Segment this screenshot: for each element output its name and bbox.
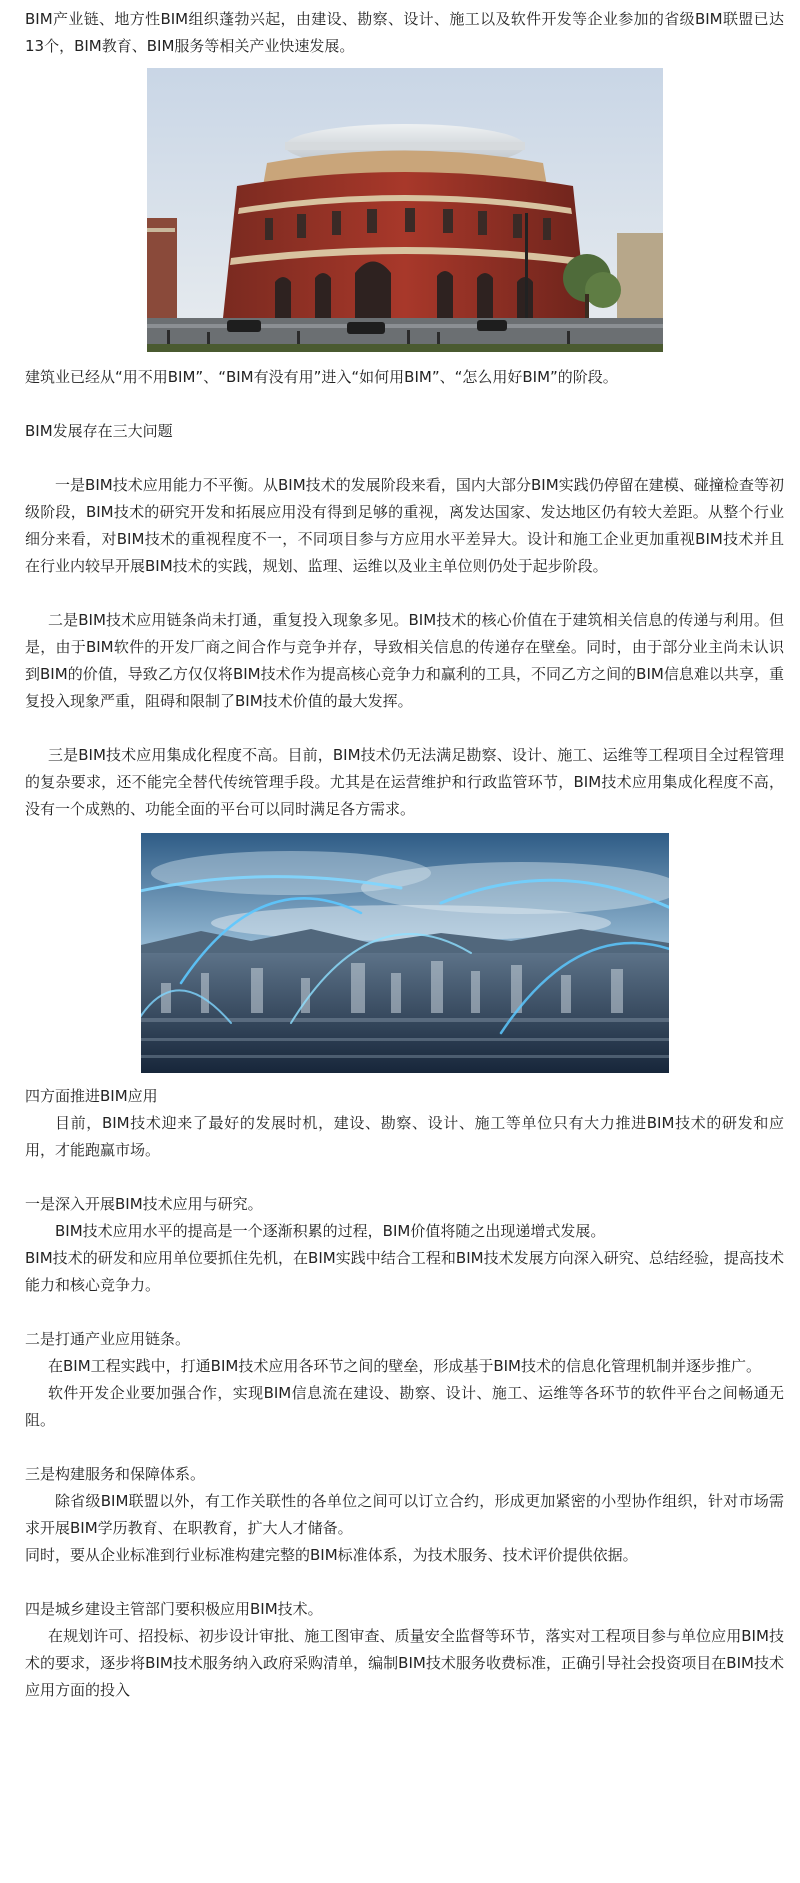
section-1-paragraph-2: BIM技术的研发和应用单位要抓住先机，在BIM实践中结合工程和BIM技术发展方向深入研究、总结经验，提高技术能力和核心竞争力。 [25, 1249, 784, 1294]
push-intro-paragraph: 目前，BIM技术迎来了最好的发展时机，建设、勘察、设计、施工等单位只有大力推进BIM技术的研发和应用，才能跑赢市场。 [25, 1114, 784, 1159]
section-4-paragraph-1: 在规划许可、招投标、初步设计审批、施工图审查、质量安全监督等环节，落实对工程项目参与单位应用BIM技术的要求，逐步将BIM技术服务纳入政府采购清单，编制BIM技术服务收费标准，正确引导社会投资项目在BIM技术应用方面的投入 [25, 1627, 784, 1699]
section-1-paragraph-1: BIM技术应用水平的提高是一个逐渐积累的过程，BIM价值将随之出现递增式发展。 [55, 1222, 606, 1240]
problem-3-paragraph: 三是BIM技术应用集成化程度不高。目前，BIM技术仍无法满足勘察、设计、施工、运维等工程项目全过程管理的复杂要求，还不能完全替代传统管理手段。尤其是在运营维护和行政监管环节，BIM技术应用集成化程度不高，没有一个成熟的、功能全面的平台可以同时满足各方需求。 [25, 746, 784, 818]
section-1-heading: 一是深入开展BIM技术应用与研究。 [25, 1195, 263, 1213]
push-heading: 四方面推进BIM应用 [25, 1087, 158, 1105]
section-3-heading: 三是构建服务和保障体系。 [25, 1465, 206, 1483]
section-3-paragraph-1: 除省级BIM联盟以外，有工作关联性的各单位之间可以订立合约，形成更加紧密的小型协作组织，针对市场需求开展BIM学历教育、在职教育，扩大人才储备。 [25, 1492, 784, 1537]
problem-1-paragraph: 一是BIM技术应用能力不平衡。从BIM技术的发展阶段来看，国内大部分BIM实践仍停留在建模、碰撞检查等初级阶段，BIM技术的研究开发和拓展应用没有得到足够的重视，离发达国家、发达地区仍有较大差距。从整个行业细分来看，对BIM技术的重视程度不一，不同项目参与方应用水平差异大。设计和施工企业更加重视BIM技术并且在行业内较早开展BIM技术的实践，规划、监理、运维以及业主单位则仍处于起步阶段。 [25, 476, 784, 575]
domed-hall-photo [147, 68, 663, 352]
domed-hall-illustration [147, 68, 663, 352]
section-2-paragraph-2: 软件开发企业要加强合作，实现BIM信息流在建设、勘察、设计、施工、运维等各环节的软件平台之间畅通无阻。 [25, 1384, 784, 1429]
city-network-photo [141, 833, 669, 1073]
section-3-paragraph-2: 同时，要从企业标准到行业标准构建完整的BIM标准体系，为技术服务、技术评价提供依据。 [25, 1546, 638, 1564]
section-2-heading: 二是打通产业应用链条。 [25, 1330, 191, 1348]
intro-paragraph: BIM产业链、地方性BIM组织蓬勃兴起，由建设、勘察、设计、施工以及软件开发等企业参加的省级BIM联盟已达13个，BIM教育、BIM服务等相关产业快速发展。 [25, 10, 784, 55]
stage-paragraph: 建筑业已经从“用不用BIM”、“BIM有没有用”进入“如何用BIM”、“怎么用好BIM”的阶段。 [25, 368, 618, 386]
city-network-illustration [141, 833, 669, 1073]
section-2-paragraph-1: 在BIM工程实践中，打通BIM技术应用各环节之间的壁垒，形成基于BIM技术的信息化管理机制并逐步推广。 [48, 1357, 761, 1375]
section-4-heading: 四是城乡建设主管部门要积极应用BIM技术。 [25, 1600, 323, 1618]
problem-2-paragraph: 二是BIM技术应用链条尚未打通，重复投入现象多见。BIM技术的核心价值在于建筑相关信息的传递与利用。但是，由于BIM软件的开发厂商之间合作与竞争并存，导致相关信息的传递存在壁垒。同时，由于部分业主尚未认识到BIM的价值，导致乙方仅仅将BIM技术作为提高核心竞争力和赢利的工具，不同乙方之间的BIM信息难以共享，重复投入现象严重，阻碍和限制了BIM技术价值的最大发挥。 [25, 611, 784, 710]
problems-heading: BIM发展存在三大问题 [25, 422, 173, 440]
